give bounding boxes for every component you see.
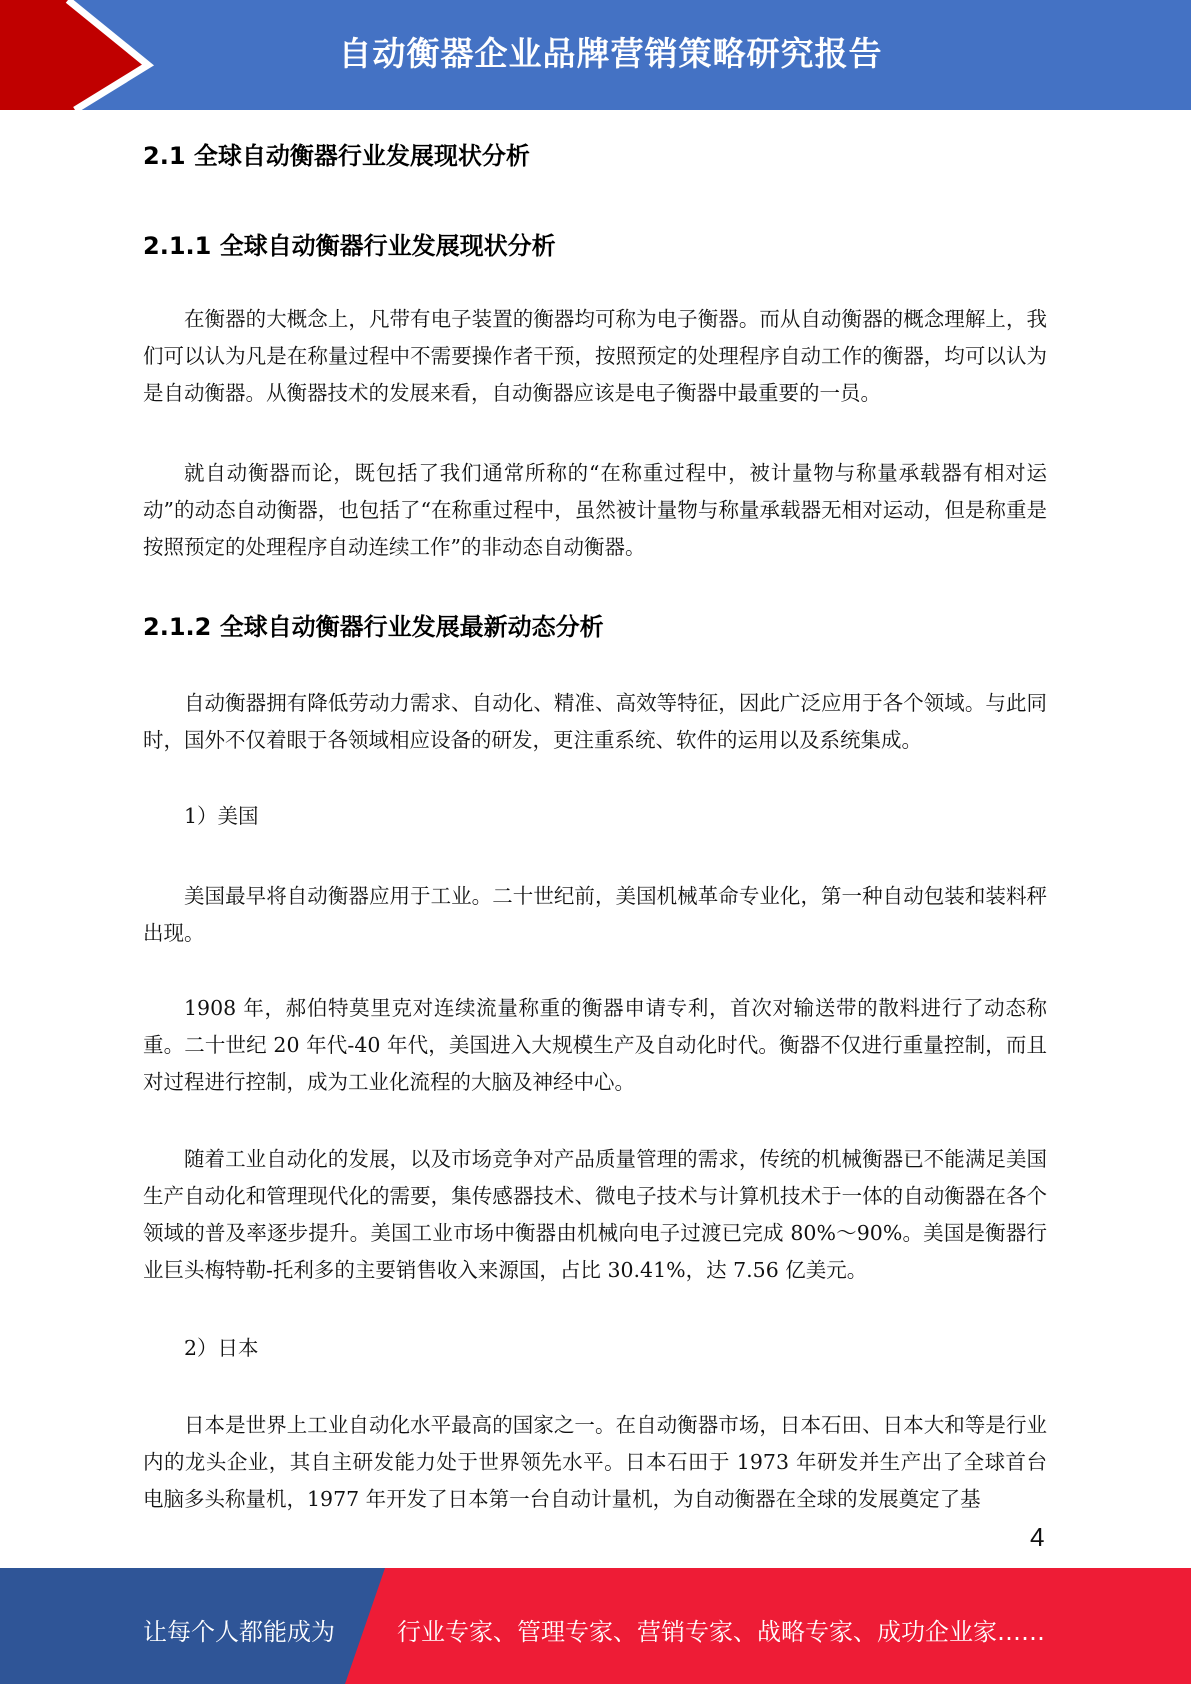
heading-2-1-2: 2.1.2 全球自动衡器行业发展最新动态分析 [143,613,604,641]
subheading-usa: 1）美国 [184,804,259,828]
paragraph: 1908 年，郝伯特莫里克对连续流量称重的衡器申请专利，首次对输送带的散料进行了动态称重。二十世纪 20 年代-40 年代，美国进入大规模生产及自动化时代。衡器不仅进行重量控制，而且对过程进行控制，成为工业化流程的大脑及神经中心。 [143,996,1047,1094]
page-header [0,0,1191,110]
footer-slogan-right: 行业专家、管理专家、营销专家、战略专家、成功企业家…… [397,1618,1045,1646]
paragraph: 随着工业自动化的发展，以及市场竞争对产品质量管理的需求，传统的机械衡器已不能满足美国生产自动化和管理现代化的需要，集传感器技术、微电子技术与计算机技术于一体的自动衡器在各个领域的普及率逐步提升。美国工业市场中衡器由机械向电子过渡已完成 80%～90%。美国是衡器行业巨头梅特勒-托利多的主要销售收入来源国，占比 30.41%，达 7.56 亿美元。 [143,1147,1047,1282]
paragraph: 日本是世界上工业自动化水平最高的国家之一。在自动衡器市场，日本石田、日本大和等是行业内的龙头企业，其自主研发能力处于世界领先水平。日本石田于 1973 年研发并生产出了全球首台电脑多头称量机，1977 年开发了日本第一台自动计量机，为自动衡器在全球的发展奠定了基 [143,1413,1047,1511]
paragraph: 在衡器的大概念上，凡带有电子装置的衡器均可称为电子衡器。而从自动衡器的概念理解上，我们可以认为凡是在称量过程中不需要操作者干预，按照预定的处理程序自动工作的衡器，均可以认为是自动衡器。从衡器技术的发展来看，自动衡器应该是电子衡器中最重要的一员。 [143,307,1047,405]
heading-2-1-1: 2.1.1 全球自动衡器行业发展现状分析 [143,232,556,260]
report-title: 自动衡器企业品牌营销策略研究报告 [338,34,883,73]
heading-2-1: 2.1 全球自动衡器行业发展现状分析 [143,142,530,170]
paragraph: 就自动衡器而论，既包括了我们通常所称的“在称重过程中，被计量物与称量承载器有相对运动”的动态自动衡器，也包括了“在称重过程中，虽然被计量物与称量承载器无相对运动，但是称重是按照预定的处理程序自动连续工作”的非动态自动衡器。 [143,461,1047,559]
page-number: 4 [1030,1522,1045,1552]
paragraph: 自动衡器拥有降低劳动力需求、自动化、精准、高效等特征，因此广泛应用于各个领域。与此同时，国外不仅着眼于各领域相应设备的研发，更注重系统、软件的运用以及系统集成。 [143,691,1047,752]
subheading-japan: 2）日本 [184,1336,259,1360]
paragraph: 美国最早将自动衡器应用于工业。二十世纪前，美国机械革命专业化，第一种自动包装和装料秤出现。 [143,884,1047,945]
page-footer [0,1568,1191,1684]
footer-slogan-left: 让每个人都能成为 [143,1618,335,1646]
